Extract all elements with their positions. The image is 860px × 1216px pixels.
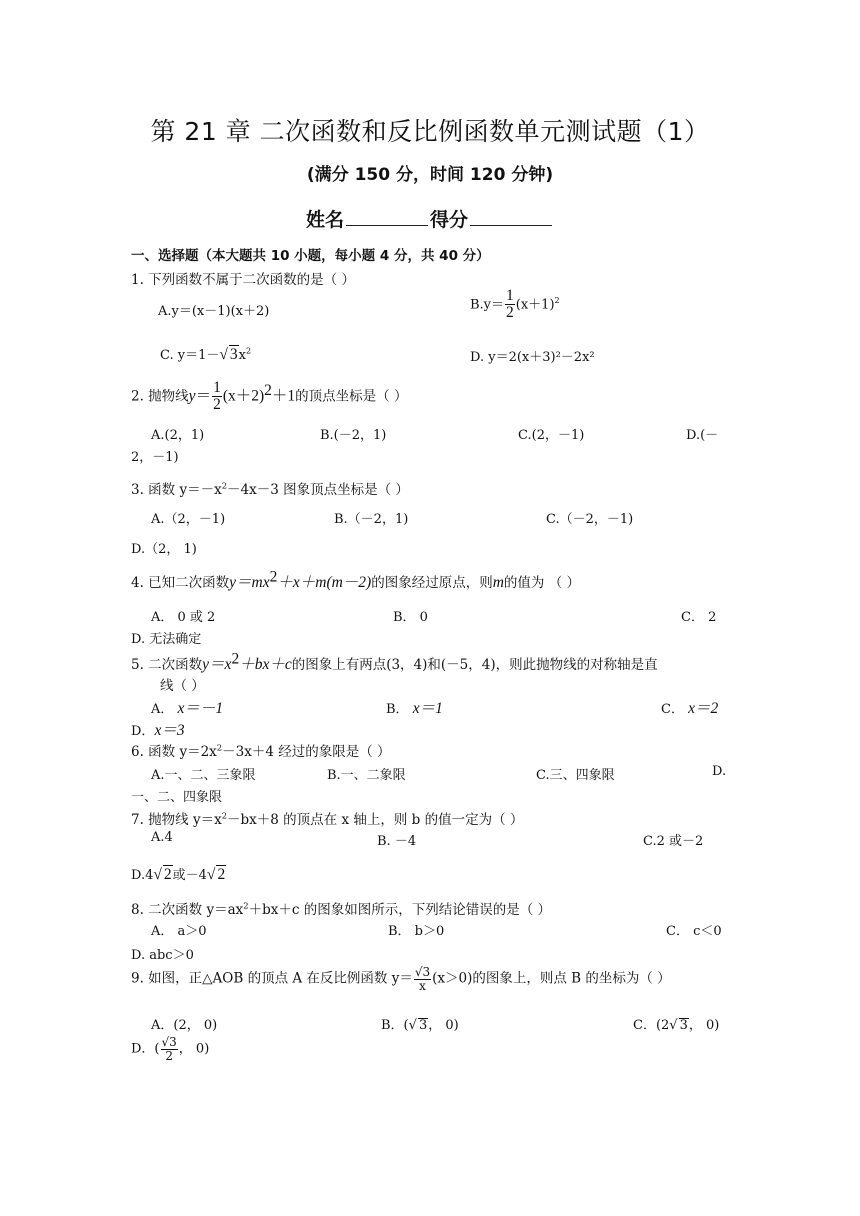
question-8-option-d: D. abc＞0 (131, 948, 194, 963)
question-4-option-c: C． 2 (681, 610, 717, 625)
question-8-stem: 8. 二次函数 $y=ax^2+bx+c$ 的图象如图所示，下列结论错误的是（ ） (131, 900, 551, 918)
name-label: 姓名 (305, 209, 344, 231)
score-blank[interactable] (470, 207, 552, 226)
question-4-option-a: A． 0 或 2 (151, 610, 216, 625)
sqrt: 3 (679, 1018, 688, 1033)
sqrt: 3 (418, 1018, 428, 1033)
question-7-stem: 7. 抛物线 $y=x^2-bx+8$ 的顶点在 x 轴上，则 b 的值一定为（ ） (131, 810, 524, 828)
question-8-option-b: B． b＞0 (388, 924, 445, 939)
question-5-stem-cont: 线（ ） (160, 678, 205, 694)
question-4-option-d: D. 无法确定 (131, 632, 202, 647)
question-5-stem: 5. 二次函数$y=x^2+bx+c$的图象上有两点(3，4)和(－5，4)，则此抛物线的对称轴是直 (131, 650, 658, 673)
page-title: 第 21 章 二次函数和反比例函数单元测试题（1） (150, 117, 710, 146)
section-heading: 一、选择题（本大题共 10 小题，每小题 4 分，共 40 分） (131, 248, 490, 264)
question-9-stem: 9. 如图，正△AOB 的顶点 A 在反比例函数 y＝ $\frac{√3}{x}$ (x＞0)的图象上，则点 B 的坐标为（ ） (131, 965, 671, 993)
question-2-option-a: A.(2，1) (151, 428, 205, 443)
fraction: $\frac{√3}{x}$ (414, 965, 431, 993)
question-6-option-a: A.一、二、三象限 (151, 768, 256, 783)
question-1-option-b: B.y＝ $\frac{1}{2}$ $(x+1)^2$ (470, 287, 560, 322)
question-7-option-d: D.4√ 2或－4√ 2 (131, 866, 226, 883)
question-9-option-b: B．(√ 3， 0) (381, 1018, 459, 1033)
question-2-option-d-cont: 2，－1) (131, 450, 179, 465)
name-score-row (0, 205, 860, 232)
question-2-option-b: B.(－2，1) (320, 428, 387, 443)
question-7-option-c: C.2 或－2 (643, 834, 704, 849)
question-5-option-d: D．x＝3 (131, 722, 185, 739)
exam-info: (满分 150 分，时间 120 分钟) (306, 165, 554, 185)
question-6-option-b: B.一、二象限 (327, 768, 406, 783)
question-5-option-a: A． x＝－1 (151, 700, 224, 717)
question-8-option-a: A． a＞0 (151, 924, 207, 939)
sqrt: 2 (163, 866, 172, 883)
question-9-option-c: C．(2√ 3， 0) (633, 1018, 720, 1033)
question-5-option-b: B． x＝1 (386, 700, 443, 717)
question-6-stem: 6. 函数 $y=2x^2-3x+4$ 经过的象限是（ ） (131, 742, 391, 760)
question-6-option-d-cont: 一、二、四象限 (131, 790, 223, 805)
fraction: $\frac{1}{2}$ (506, 287, 514, 322)
fraction: $\frac{1}{2}$ (213, 379, 221, 414)
question-3-option-c: C.（－2，－1) (546, 512, 634, 527)
question-4-stem: 4. 已知二次函数$y=mx^2+x+m(m-2)$的图象经过原点，则m的值为 （ ） (131, 568, 581, 591)
score-label: 得分 (430, 209, 469, 231)
question-1-option-d: D. y＝2(x＋3)²－2x² (470, 350, 595, 365)
question-9-option-d: D．( $\frac{√3}{2}$ ， 0) (131, 1035, 210, 1063)
question-3-option-a: A.（2，－1) (151, 512, 226, 527)
question-1-option-c: C. y＝1－√ $3x^2$ (160, 346, 252, 363)
question-6-option-d: D. (712, 764, 727, 779)
question-5-option-c: C． x＝2 (661, 700, 719, 717)
name-blank[interactable] (346, 207, 428, 226)
question-2-option-d: D.(－ (686, 428, 719, 443)
question-3-option-b: B.（－2，1) (334, 512, 409, 527)
question-2-stem: 2. 抛物线y＝ $\frac{1}{2}$ $(x+2)^2+1$的顶点坐标是（ ） (131, 379, 408, 414)
question-6-option-c: C.三、四象限 (536, 768, 615, 783)
question-9-option-a: A．(2， 0) (151, 1018, 218, 1033)
question-1-stem: 1. 下列函数不属于二次函数的是（ ） (131, 272, 355, 288)
fraction: $\frac{√3}{2}$ (161, 1035, 177, 1063)
question-8-option-c: C． c＜0 (666, 924, 722, 939)
question-7-option-a: A.4 (151, 830, 173, 845)
question-3-stem: 3. 函数 $y=-x^2-4x-3$ 图象顶点坐标是（ ） (131, 480, 409, 498)
question-2-option-c: C.(2，－1) (518, 428, 585, 443)
sqrt: 2 (217, 866, 226, 883)
question-1-option-a: A.y＝(x－1)(x＋2) (158, 304, 270, 319)
sqrt: 3 (229, 346, 238, 363)
question-3-option-d: D.（2， 1) (131, 542, 197, 557)
question-4-option-b: B． 0 (393, 610, 428, 625)
question-7-option-b: B. －4 (377, 834, 417, 849)
